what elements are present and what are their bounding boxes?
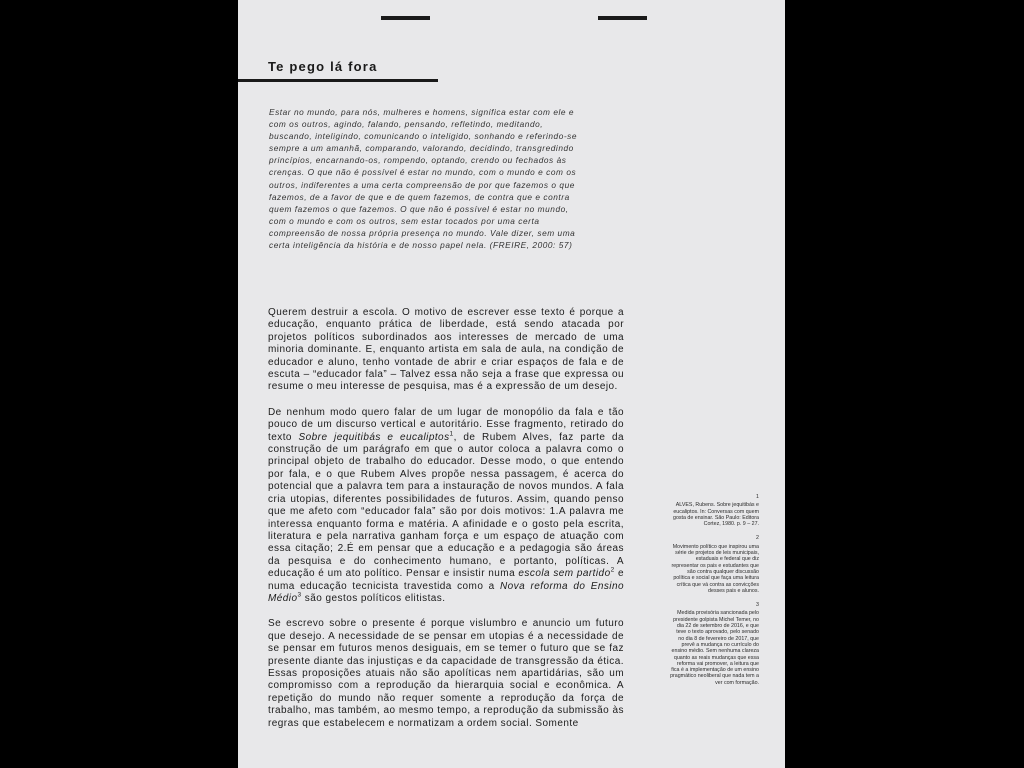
movement-name: escola sem partido	[518, 568, 611, 580]
page-title: Te pego lá fora	[268, 59, 378, 74]
header-rule-right	[598, 16, 647, 20]
paragraph-1: Querem destruir a escola. O motivo de escrever esse texto é porque a educação, enquanto prática de liberdade, está sendo atacada por projetos políticos subordinados aos interesses de mercado de uma minoria dominante. E, enquanto artista em sala de aula, na condição de educador e aluno, tenho vontade de abrir e criar espaços de fala e de escuta – “educador fala” – Talvez essa não seja a frase que expressa ou resume o meu interesse de pesquisa, mas é a expressão de um desejo.	[268, 307, 624, 393]
footnote-ref-3: 3	[297, 591, 302, 599]
footnote-text: Medida provisória sancionada pelo presidente golpista Michel Temer, no dia 22 de setembro de 2016, e que teve o texto aprovado, pelo senado no dia 8 de fevereiro de 2017, que prevê a mudança no currículo do ensino médio. Sem nenhuma clareza quanto as reais mudanças que essa reforma vai promover, a leitura que fica é a implementação de um ensino pragmático neoliberal que nada tem a ver com formação.	[670, 610, 759, 686]
footnote-number: 2	[756, 535, 759, 542]
footnotes-column	[670, 494, 759, 694]
epigraph-quote: Estar no mundo, para nós, mulheres e homens, significa estar com ele e com os outros, agindo, falando, pensando, refletindo, meditando, buscando, inteligindo, comunicando o inteligido, sonhando e referindo-se sempre a um amanhã, comparando, valorando, decidindo, transgredindo princípios, encarnando-os, rompendo, optando, crendo ou fechados às crenças. O que não é possível é estar no mundo, com o mundo e com os outros, indiferentes a uma certa compreensão de por que fazemos o que fazemos, de a favor de que e de quem fazemos, de contra que e contra quem fazemos o que fazemos. O que não é possível é estar no mundo, com o mundo e com os outros, sem estar tocados por uma certa compreensão de nossa própria presença no mundo. Vale dizer, sem uma certa inteligência da história e de nosso papel nela. (FREIRE, 2000: 57)	[269, 107, 578, 251]
document-page	[238, 0, 785, 768]
footnote-text: ALVES, Rubens. Sobre jequitibás e eucaliptos. In: Conversas com quem gosta de ensinar. São Paulo: Editora Cortez, 1980. p. 9 – 27.	[673, 502, 759, 528]
footnote-text: Movimento político que inspirou uma série de projetos de leis municipais, estaduais e federal que diz representar os pais e estudantes que são contra qualquer discussão política e social que faça uma leitura crítica que vá contra as convicções desses pais e alunos.	[671, 543, 759, 594]
footnote-ref-1: 1	[449, 430, 454, 438]
footnote-2	[670, 535, 759, 594]
paragraph-2-text-d: são gestos políticos elitistas.	[301, 592, 446, 604]
footnote-ref-2: 2	[610, 566, 615, 574]
book-title: Sobre jequitibás e eucaliptos	[298, 431, 450, 443]
reform-name: Nova reforma do Ensino Médio	[268, 580, 624, 604]
footnote-number: 3	[756, 602, 759, 609]
footnote-1	[670, 494, 759, 527]
paragraph-2-text-b: , de Rubem Alves, faz parte da construção de um parágrafo em que o autor coloca a palavra como o principal objeto de trabalho do educador. Desse modo, o que entendo por fala, e o que Rubem Alves propõe nessa passagem, é acerca do potencial que a palavra tem para a instauração de novos mundos. A fala cria utopias, diferentes possibilidades de futuros. Assim, quando penso que me afeto com “educador fala” são por dois motivos: 1.A palavra me interessa enquanto forma e matéria. A afinidade e o gosto pela escrita, literatura e pela narrativa ganham força e um espaço de atuação com essa citação; 2.É em pensar que a educação e a pedagogia são áreas da pesquisa e do conhecimento humano, e portanto, políticas. A educação é um ato político. Pensar e insistir numa	[268, 431, 624, 580]
paragraph-3: Se escrevo sobre o presente é porque vislumbro e anuncio um futuro que desejo. A necessidade de se pensar em utopias é a necessidade de se pensar em futuros menos desiguais, em se temer o futuro que se faz presente diante das injustiças e da capacidade de transgressão da ética. Essas proposições atuais não são apolíticas nem apartidárias, são um compromisso com a reprodução da hierarquia social e econômica. A repetição do mundo não requer somente a reprodução da força de trabalho, mas também, ao mesmo tempo, a reprodução da submissão às regras que estabelecem e normatizam a ordem social. Somente	[268, 618, 624, 729]
paragraph-2-text-a: De nenhum modo quero falar de um lugar de monopólio da fala e tão pouco de um discurso vertical e autoritário. Esse fragmento, retirado do texto	[268, 406, 624, 443]
footnote-number: 1	[756, 494, 759, 500]
body-text	[268, 307, 624, 743]
footnote-3	[670, 602, 759, 686]
paragraph-2-text-c: e numa educação tecnicista travestida como a	[268, 568, 624, 592]
header-rule-left	[381, 16, 430, 20]
title-underline	[238, 79, 438, 82]
paragraph-2	[268, 407, 624, 606]
